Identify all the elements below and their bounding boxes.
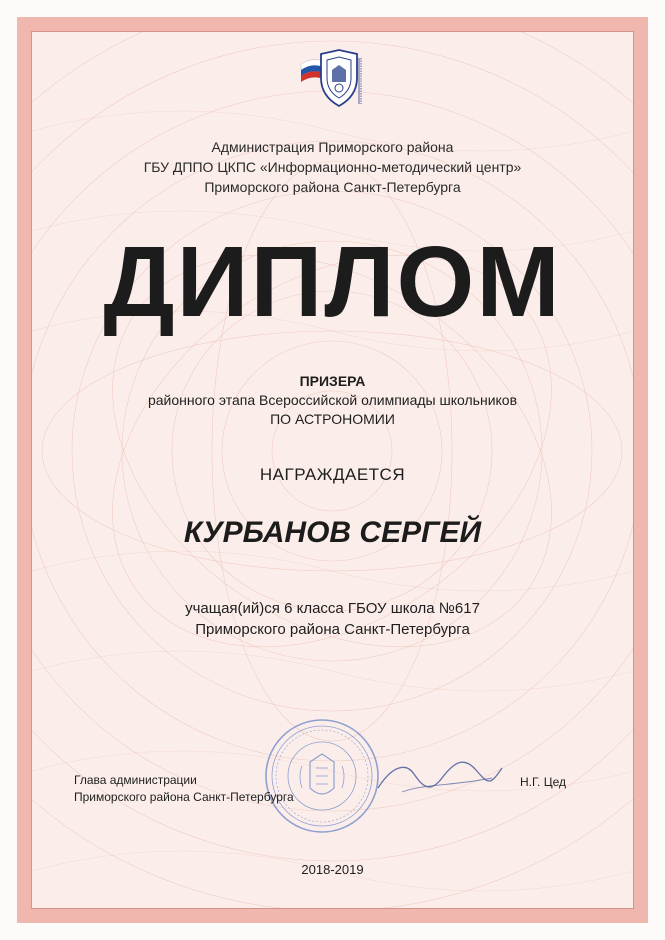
organization-line-3: Приморского района Санкт-Петербурга	[204, 179, 461, 195]
student-line-2: Приморского района Санкт-Петербурга	[195, 621, 470, 638]
organization-block	[40, 137, 625, 197]
olympiad-emblem-icon	[299, 48, 365, 110]
subtitle-rank: ПРИЗЕРА	[299, 373, 366, 389]
signatory-name: Н.Г. Цед	[520, 775, 566, 789]
organization-line-1: Администрация Приморского района	[211, 139, 454, 155]
subtitle-line-1: районного этапа Всероссийской олимпиады школьников	[147, 392, 518, 408]
student-info	[40, 598, 625, 640]
signatory-position-line-2: Приморского района Санкт-Петербурга	[74, 790, 294, 804]
academic-year: 2018-2019	[301, 862, 364, 877]
signatory-position	[74, 772, 294, 806]
awarded-label: НАГРАЖДАЕТСЯ	[259, 465, 406, 484]
student-line-1: учащая(ий)ся 6 класса ГБОУ школа №617	[185, 600, 480, 617]
subtitle-block	[40, 372, 625, 429]
recipient-name: КУРБАНОВ СЕРГЕЙ	[183, 516, 482, 549]
subtitle-line-2: ПО АСТРОНОМИИ	[270, 411, 395, 427]
signature-mark	[372, 748, 507, 808]
diploma-title: ДИПЛОМ	[103, 226, 562, 338]
organization-line-2: ГБУ ДППО ЦКПС «Информационно-методический центр»	[143, 159, 522, 175]
signatory-position-line-1: Глава администрации	[74, 773, 197, 787]
